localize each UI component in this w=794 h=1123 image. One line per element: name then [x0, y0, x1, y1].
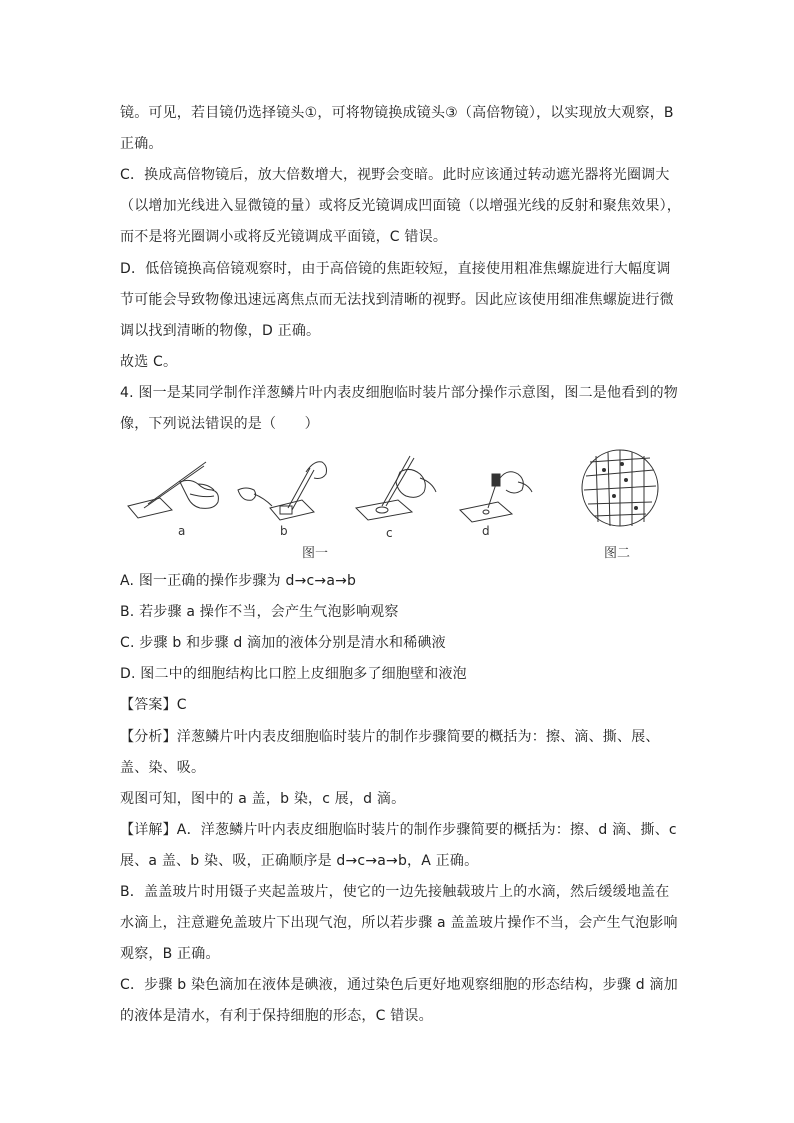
text-line: C．步骤 b 染色滴加在液体是碘液，通过染色后更好地观察细胞的形态结构，步骤 d 滴加: [120, 977, 678, 993]
step-d-illustration: [460, 472, 532, 522]
label-b: b: [280, 524, 288, 538]
question-4-stem: 4. 图一是某同学制作洋葱鳞片叶内表皮细胞临时装片部分操作示意图，图二是他看到的物: [120, 385, 679, 401]
text-line: 镜。可见，若目镜仍选择镜头①，可将物镜换成镜头③（高倍物镜），以实现放大观察，B: [120, 105, 674, 121]
text-line: D．低倍镜换高倍镜观察时，由于高倍镜的焦距较短，直接使用粗准焦螺旋进行大幅度调: [120, 261, 671, 277]
figure-2-cells: [582, 450, 658, 526]
text-line: （以增加光线进入显微镜的量）或将反光镜调成凹面镜（以增强光线的反射和聚焦效果），: [120, 198, 681, 214]
question-4-stem-cont: 像，下列说法错误的是（ ）: [120, 416, 319, 432]
label-d: d: [482, 524, 490, 538]
explanation-line: 【详解】A．洋葱鳞片叶内表皮细胞临时装片的制作步骤简要的概括为：擦、d 滴、撕、c: [120, 822, 677, 838]
label-a: a: [178, 524, 186, 538]
text-line: 盖、染、吸。: [120, 760, 206, 776]
step-b-illustration: [238, 462, 327, 520]
text-line: 观察，B 正确。: [120, 946, 220, 962]
question-figure: [120, 448, 680, 560]
text-line: 故选 C。: [120, 354, 178, 370]
text-line: 的液体是清水，有利于保持细胞的形态，C 错误。: [120, 1008, 433, 1024]
label-c: c: [386, 526, 393, 540]
text-line: 正确。: [120, 136, 163, 152]
analysis-line: 【分析】洋葱鳞片叶内表皮细胞临时装片的制作步骤简要的概括为：擦、滴、撕、展、: [120, 729, 660, 745]
step-a-illustration: [128, 462, 218, 518]
text-line: 节可能会导致物像迅速远离焦点而无法找到清晰的视野。因此应该使用细准焦螺旋进行微: [120, 292, 674, 308]
text-line: B．盖盖玻片时用镊子夹起盖玻片，使它的一边先接触载玻片上的水滴，然后缓缓地盖在: [120, 884, 670, 900]
figure-illustration: [120, 448, 680, 560]
text-line: 水滴上，注意避免盖玻片下出现气泡，所以若步骤 a 盖盖玻片操作不当，会产生气泡影响: [120, 915, 678, 931]
answer-line: 【答案】C: [120, 697, 187, 713]
option-a: A. 图一正确的操作步骤为 d→c→a→b: [120, 573, 357, 589]
figure-2-caption: 图二: [604, 546, 631, 561]
text-line: 而不是将光圈调小或将反光镜调成平面镜，C 错误。: [120, 229, 448, 245]
text-line: 调以找到清晰的物像，D 正确。: [120, 323, 321, 339]
figure-1-caption: 图一: [302, 546, 329, 561]
step-c-illustration: [356, 456, 436, 520]
text-line: C．换成高倍物镜后，放大倍数增大，视野会变暗。此时应该通过转动遮光器将光圈调大: [120, 167, 670, 183]
text-line: 展、a 盖、b 染、吸，正确顺序是 d→c→a→b，A 正确。: [120, 853, 479, 869]
option-c: C. 步骤 b 和步骤 d 滴加的液体分别是清水和稀碘液: [120, 635, 446, 651]
option-b: B. 若步骤 a 操作不当，会产生气泡影响观察: [120, 604, 399, 620]
text-line: 观图可知，图中的 a 盖，b 染，c 展，d 滴。: [120, 791, 406, 807]
option-d: D. 图二中的细胞结构比口腔上皮细胞多了细胞壁和液泡: [120, 666, 467, 682]
